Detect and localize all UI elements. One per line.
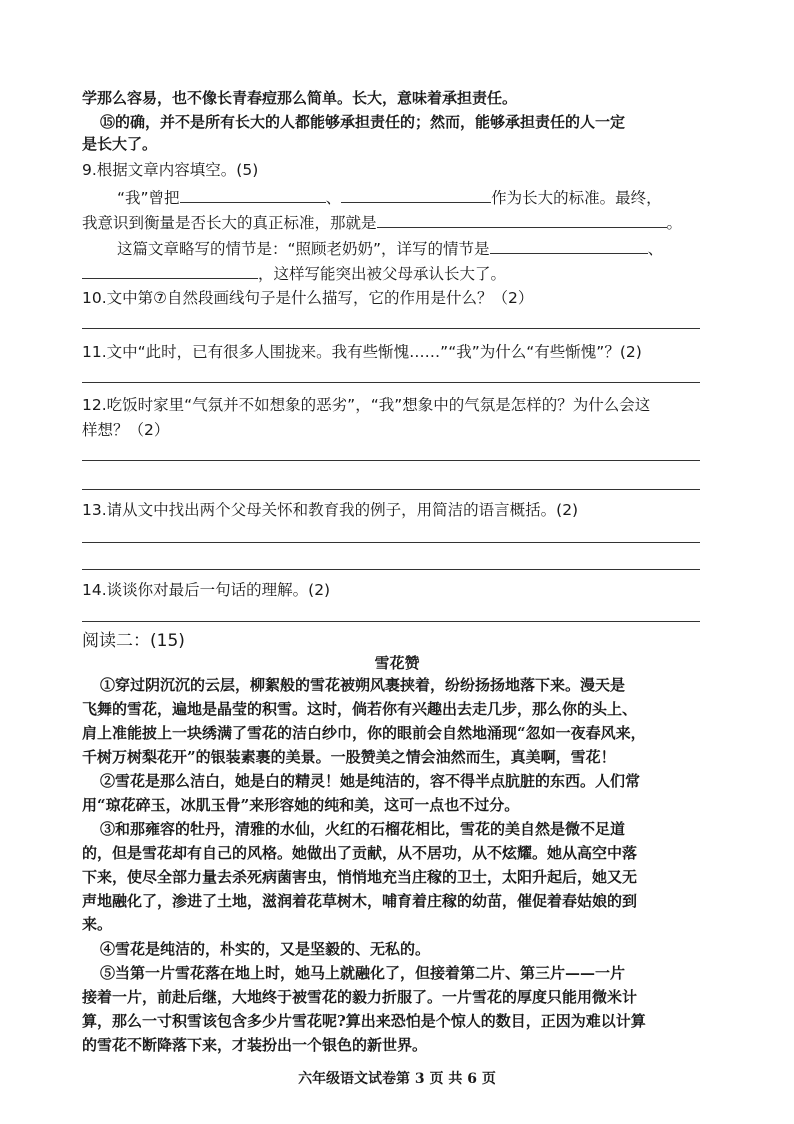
article-line: 来。	[82, 915, 113, 933]
article-line: 的雪花不断降落下来，才装扮出一个银色的新世界。	[82, 1036, 428, 1054]
article-line: 肩上准能披上一块绣满了雪花的洁白纱巾，你的眼前会自然地涌现“忽如一夜春风来，	[82, 724, 646, 742]
answer-line[interactable]	[82, 460, 700, 461]
answer-line[interactable]	[82, 382, 700, 383]
article-line: ①穿过阴沉沉的云层，柳絮般的雪花被朔风裹挟着，纷纷扬扬地落下来。漫天是	[100, 676, 626, 694]
question-10: 10.文中第⑦自然段画线句子是什么描写，它的作用是什么？（2）	[82, 289, 534, 307]
answer-blank[interactable]	[341, 186, 491, 203]
question-9-line-3: 这篇文章略写的情节是：“照顾老奶奶”，详写的情节是 、	[117, 237, 663, 259]
article-line: 声地融化了，渗进了土地，滋润着花草树木，哺育着庄稼的幼苗，催促着春姑娘的到	[82, 892, 638, 910]
section-heading: 阅读二：(15)	[82, 631, 185, 651]
article-line: 飞舞的雪花，遍地是晶莹的积雪。这时，倘若你有兴趣出去走几步，那么你的头上、	[82, 700, 638, 718]
article-line: 接着一片，前赴后继，大地终于被雪花的毅力折服了。一片雪花的厚度只能用微米计	[82, 988, 638, 1006]
article-line: 算，那么一寸积雪该包含多少片雪花呢?算出来恐怕是个惊人的数目，正因为难以计算	[82, 1012, 646, 1030]
article-line: 下来，使尽全部力量去杀死病菌害虫，悄悄地充当庄稼的卫士，太阳升起后，她又无	[82, 868, 638, 886]
article-title: 雪花赞	[374, 654, 420, 672]
answer-line[interactable]	[82, 489, 700, 490]
question-11: 11.文中“此时，已有很多人围拢来。我有些惭愧……”“我”为什么“有些惭愧”？(2)	[82, 343, 642, 361]
article-line: 千树万树梨花开”的银装素裹的美景。一股赞美之情会油然而生，真美啊，雪花！	[82, 748, 616, 766]
article-line: 的，但是雪花却有自己的风格。她做出了贡献，从不居功，从不炫耀。她从高空中落	[82, 844, 638, 862]
article-line: ③和那雍容的牡丹，清雅的水仙，火红的石榴花相比，雪花的美自然是微不足道	[100, 820, 626, 838]
article-line: 用“琼花碎玉，冰肌玉骨”来形容她的纯和美，这可一点也不过分。	[82, 796, 520, 814]
question-9-line-1: “我”曾把 、 作为长大的标准。最终，	[117, 186, 662, 208]
article-line: ②雪花是那么洁白，她是白的精灵！她是纯洁的，容不得半点肮脏的东西。人们常	[100, 772, 641, 790]
passage-line: 是长大了。	[82, 135, 158, 153]
answer-blank[interactable]	[82, 262, 258, 279]
answer-blank[interactable]	[180, 186, 326, 203]
article-line: ④雪花是纯洁的，朴实的，又是坚毅的、无私的。	[100, 940, 431, 958]
answer-line[interactable]	[82, 569, 700, 570]
passage-line: 学那么容易，也不像长青春痘那么简单。长大，意味着承担责任。	[82, 89, 518, 107]
article-line: ⑤当第一片雪花落在地上时，她马上就融化了，但接着第二片、第三片——一片	[100, 964, 626, 982]
question-14: 14.谈谈你对最后一句话的理解。(2)	[82, 581, 331, 599]
answer-blank[interactable]	[377, 211, 667, 228]
question-12-cont: 样想？（2）	[82, 421, 170, 439]
question-9-line-2: 我意识到衡量是否长大的真正标准，那就是 。	[82, 211, 682, 233]
passage-line: ⑮的确，并不是所有长大的人都能够承担责任的；然而，能够承担责任的人一定	[100, 113, 626, 131]
question-13: 13.请从文中找出两个父母关怀和教育我的例子，用简洁的语言概括。(2)	[82, 501, 579, 519]
page-footer: 六年级语文试卷第 3 页 共 6 页	[298, 1071, 496, 1087]
answer-blank[interactable]	[490, 237, 648, 254]
question-9-title: 9.根据文章内容填空。(5)	[82, 161, 259, 179]
answer-line[interactable]	[82, 621, 700, 622]
answer-line[interactable]	[82, 328, 700, 329]
answer-line[interactable]	[82, 542, 700, 543]
question-9-line-4: ，这样写能突出被父母承认长大了。	[82, 262, 506, 284]
question-12: 12.吃饭时家里“气氛并不如想象的恶劣”，“我”想象中的气氛是怎样的？为什么会这	[82, 396, 651, 414]
